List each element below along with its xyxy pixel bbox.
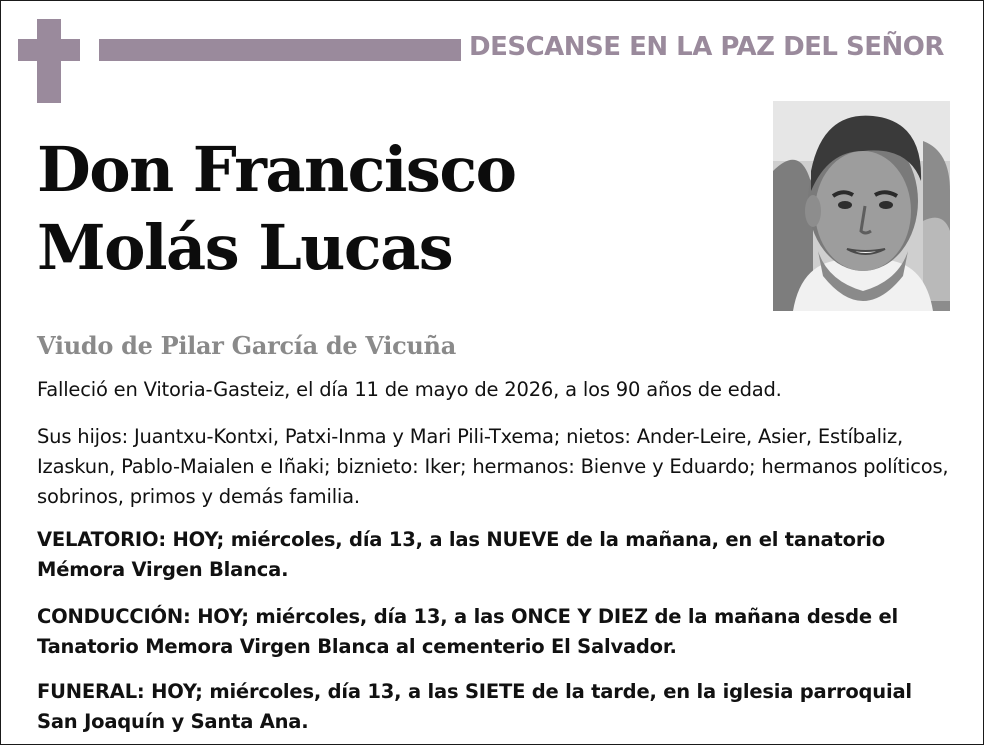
cross-icon — [37, 19, 61, 103]
family-list: Sus hijos: Juantxu-Kontxi, Patxi-Inma y Mari Pili-Txema; nietos: Ander-Leire, Asier, Estíbaliz, Izaskun, Pablo-Maialen e Iñaki; biznieto: Iker; hermanos: Bienve y Eduardo; hermanos políticos, sobrinos, primos y demás familia. — [37, 425, 949, 508]
portrait-photo — [773, 101, 950, 311]
header-title: DESCANSE EN LA PAZ DEL SEÑOR — [469, 32, 944, 62]
header-rule — [99, 39, 461, 61]
velatorio-info: VELATORIO: HOY; miércoles, día 13, a las NUEVE de la mañana, en el tanatorio Mémora Virgen Blanca. — [37, 528, 885, 581]
relation-subtitle: Viudo de Pilar García de Vicuña — [37, 331, 456, 360]
conduccion-info: CONDUCCIÓN: HOY; miércoles, día 13, a las ONCE Y DIEZ de la mañana desde el Tanatorio Memora Virgen Blanca al cementerio El Salvador. — [37, 605, 898, 658]
name-line-1: Don Francisco — [37, 133, 516, 206]
deceased-name — [37, 131, 515, 287]
cross-icon-bar — [18, 39, 80, 61]
death-notice: Falleció en Vitoria-Gasteiz, el día 11 de mayo de 2026, a los 90 años de edad. — [37, 378, 782, 401]
funeral-info: FUNERAL: HOY; miércoles, día 13, a las SIETE de la tarde, en la iglesia parroquial San Joaquín y Santa Ana. — [37, 680, 912, 733]
name-line-2: Molás Lucas — [37, 211, 453, 284]
